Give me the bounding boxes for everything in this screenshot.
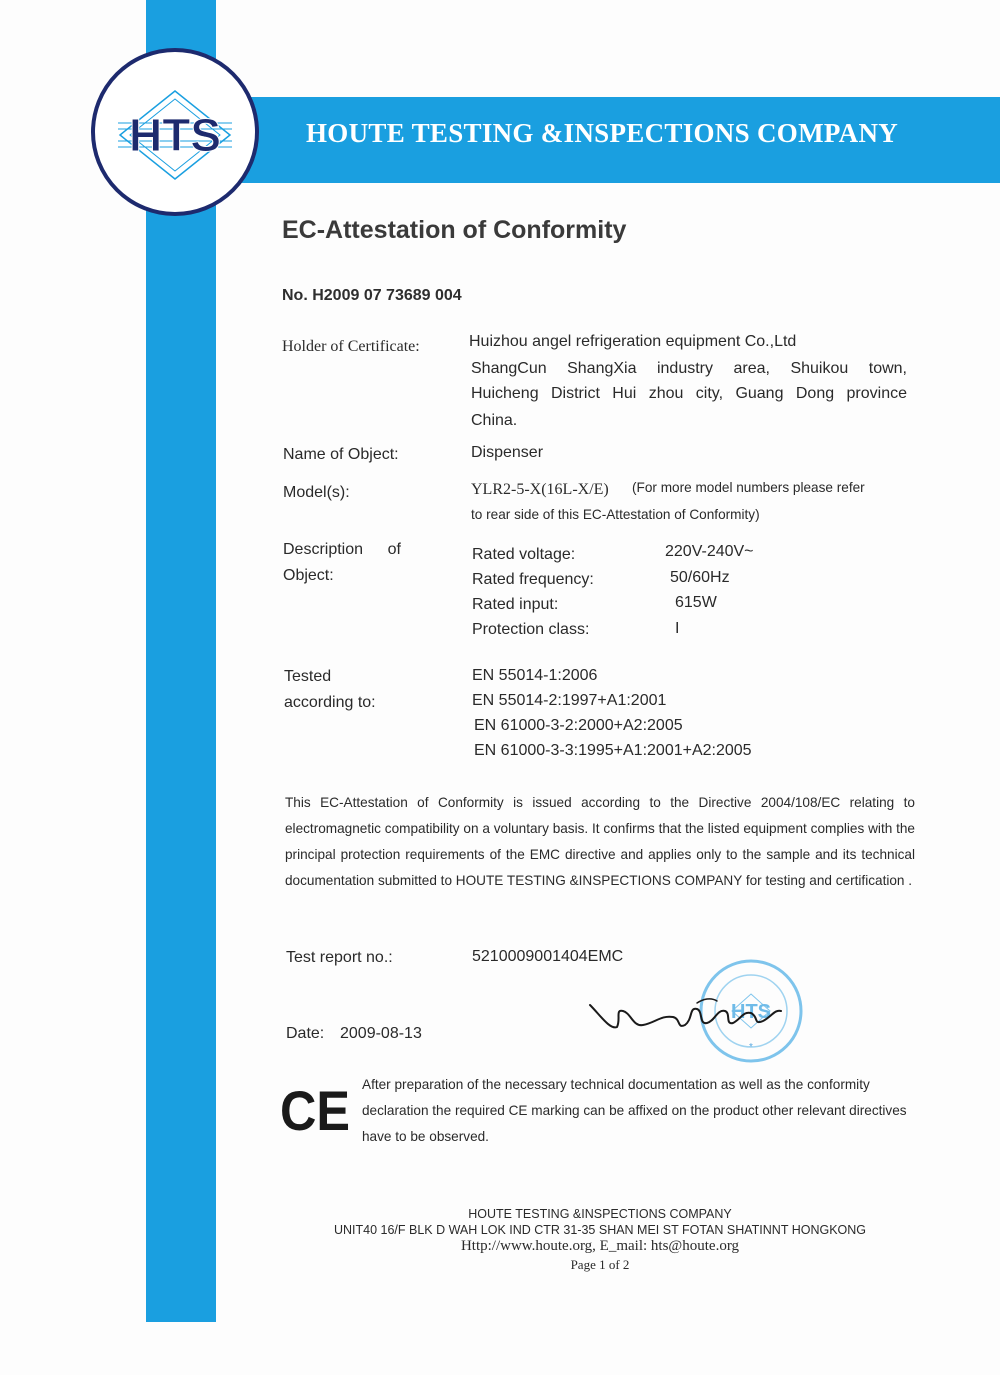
object-value: Dispenser xyxy=(471,444,544,461)
holder-line-1: Huizhou angel refrigeration equipment Co.,Ltd xyxy=(469,333,797,350)
footer-contact: Http://www.houte.org, E_mail: hts@houte.org xyxy=(460,1238,740,1254)
rated-voltage-label: Rated voltage: xyxy=(472,546,576,563)
test-report-label: Test report no.: xyxy=(286,949,393,966)
object-label: Name of Object: xyxy=(283,446,399,463)
logo-text: HTS xyxy=(129,109,221,161)
company-name-banner: HOUTE TESTING &INSPECTIONS COMPANY xyxy=(306,118,899,148)
signature xyxy=(585,985,785,1045)
standard-3: EN 61000-3-2:2000+A2:2005 xyxy=(474,717,683,734)
rated-input-value: 615W xyxy=(675,594,717,611)
document-title: EC-Attestation of Conformity xyxy=(282,216,627,244)
certificate-number: No. H2009 07 73689 004 xyxy=(282,287,462,304)
holder-line-3: Huicheng District Hui zhou city, Guang Dong province xyxy=(471,385,907,402)
standard-2: EN 55014-2:1997+A1:2001 xyxy=(472,692,667,709)
protection-class-value: I xyxy=(675,620,680,637)
ce-marking-text: After preparation of the necessary technical documentation as well as the conformity declaration the required CE marking can be affixed on the product other relevant directives have to be observed. xyxy=(362,1077,907,1144)
test-report-value: 5210009001404EMC xyxy=(472,948,624,965)
holder-label: Holder of Certificate: xyxy=(282,338,420,355)
rated-frequency-value: 50/60Hz xyxy=(670,569,730,586)
model-note-line-2: to rear side of this EC-Attestation of Conformity) xyxy=(471,507,760,522)
standard-4: EN 61000-3-3:1995+A1:2001+A2:2005 xyxy=(474,742,752,759)
tested-label-1: Tested xyxy=(284,668,332,685)
model-label: Model(s): xyxy=(283,484,350,501)
date-label: Date: xyxy=(286,1025,325,1042)
description-label-2: Object: xyxy=(283,567,334,584)
model-value: YLR2-5-X(16L-X/E) xyxy=(471,481,609,498)
page-number: Page 1 of 2 xyxy=(570,1257,630,1272)
holder-line-4: China. xyxy=(471,412,518,429)
rated-input-label: Rated input: xyxy=(472,596,559,613)
hts-logo xyxy=(90,47,260,217)
ce-mark-text: CE xyxy=(280,1082,350,1136)
holder-line-2: ShangCun ShangXia industry area, Shuikou town, xyxy=(471,360,907,377)
rated-voltage-value: 220V-240V~ xyxy=(665,543,754,560)
conformity-statement: This EC-Attestation of Conformity is issued according to the Directive 2004/108/EC relating to electromagnetic compatibility on a voluntary basis. It confirms that the listed equipment complies with the principal protection requirements of the EMC directive and applies only to the sample and its technical documentation submitted to HOUTE TESTING &INSPECTIONS COMPANY for testing and certification . xyxy=(285,795,915,888)
date-value: 2009-08-13 xyxy=(340,1025,422,1042)
rated-frequency-label: Rated frequency: xyxy=(472,571,594,588)
standard-1: EN 55014-1:2006 xyxy=(472,667,598,684)
ce-mark xyxy=(280,1082,352,1136)
stamp-text: HTS xyxy=(731,1001,771,1023)
footer-company: HOUTE TESTING &INSPECTIONS COMPANY xyxy=(468,1207,732,1221)
description-label-1: Description of xyxy=(283,541,401,558)
protection-class-label: Protection class: xyxy=(472,621,590,638)
svg-text:*: * xyxy=(749,1042,753,1053)
model-note-line-1: (For more model numbers please refer xyxy=(632,480,865,495)
footer-address: UNIT40 16/F BLK D WAH LOK IND CTR 31-35 SHAN MEI ST FOTAN SHATINNT HONGKONG xyxy=(333,1223,867,1237)
tested-label-2: according to: xyxy=(284,694,376,711)
